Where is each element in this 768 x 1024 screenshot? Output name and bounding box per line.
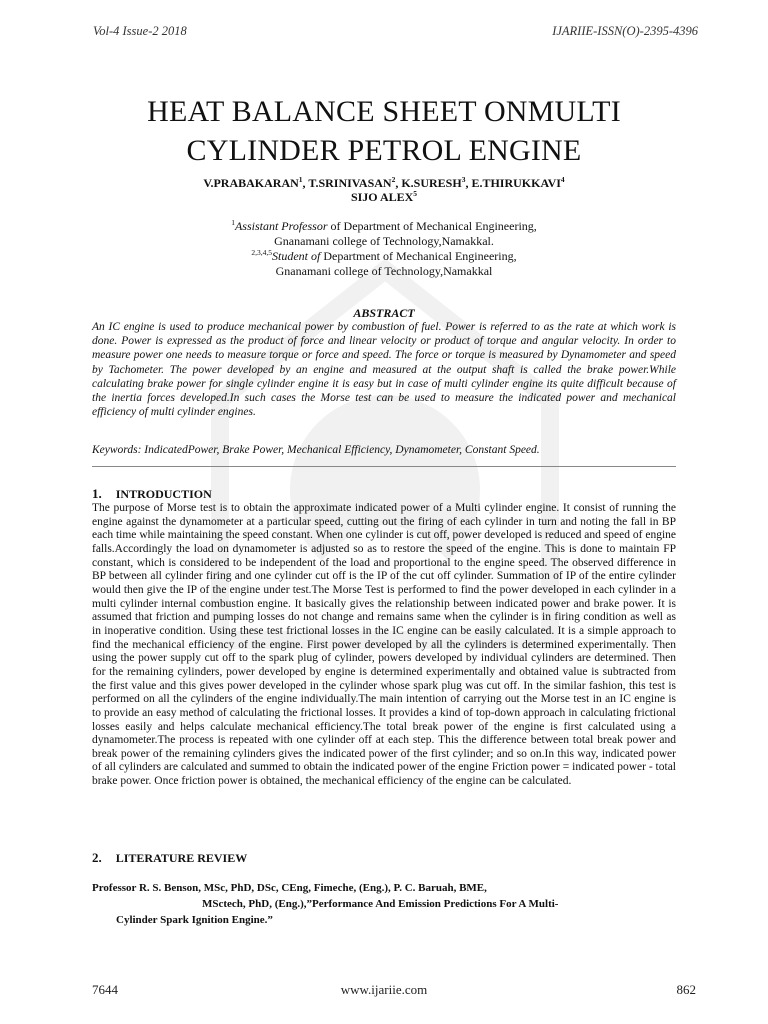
journal-issn-header: IJARIIE-ISSN(O)-2395-4396 [552, 24, 698, 38]
section-number: 1. [92, 486, 102, 501]
journal-volume-header: Vol-4 Issue-2 2018 [93, 24, 187, 38]
section-number: 2. [92, 850, 102, 865]
reference-line: Cylinder Spark Ignition Engine.” [116, 914, 273, 926]
affiliation-sup: 1 [231, 218, 235, 227]
paper-title [0, 92, 768, 170]
paper-title-line-2: CYLINDER PETROL ENGINE [186, 134, 582, 167]
author-name: E.THIRUKKAVI [471, 176, 561, 190]
author-name: V.PRABAKARAN [203, 176, 299, 190]
section-divider [92, 466, 676, 467]
author-sup: 3 [461, 175, 466, 184]
author-name: SIJO ALEX [350, 190, 414, 204]
footer-page-number: 862 [676, 982, 696, 997]
reference-line: Professor R. S. Benson, MSc, PhD, DSc, CEng, Fimeche, (Eng.), P. C. Baruah, BME, [92, 882, 487, 894]
abstract-text: An IC engine is used to produce mechanical power by combustion of fuel. Power is referred to as the rate at which work is done. Power is expressed as the product of force and linear velocity or product of torque and angular velocity. In order to measure power one needs to measure torque or force and speed. The force or torque is measured by Dynamometer and speed by Tachometer. The power developed by an engine and measured at the output shaft is called the brake power.While calculating brake power for single cylinder engine it is easy but in case of multi cylinder engine its quite difficult because of the inertia forces developed.In such cases the Morse test can be used to measure the indicated power and mechanical efficiency of multi cylinder engines. [92, 321, 676, 419]
author-list: V.PRABAKARAN$^1$, T.SRINIVASAN$^2$, K.SURESH$^3$, E.THIRUKKAVI$^4$ SIJO ALEX$^5$ [203, 175, 565, 204]
affiliation-college: Gnanamani college of Technology,Namakkal [275, 264, 493, 278]
footer-paper-id: 7644 [92, 982, 118, 997]
author-sup: 1 [298, 175, 303, 184]
reference-entry [92, 880, 682, 928]
affiliation-role: Assistant Professor [234, 219, 328, 233]
affiliation-dept: of Department of Mechanical Engineering, [327, 219, 537, 233]
abstract-heading: ABSTRACT [353, 306, 415, 320]
paper-title-line-1: HEAT BALANCE SHEET ONMULTI [147, 95, 621, 128]
footer-website: www.ijariie.com [340, 982, 428, 997]
author-sup: 5 [413, 189, 418, 198]
introduction-text: The purpose of Morse test is to obtain the approximate indicated power of a Multi cylinder engine. It consist of running the engine against the dynamometer at a particular speed, cutting out the firing of each cylinder in turn and noting the fall in BP each time while maintaining the speed constant. When one cylinder is cut off, power developed is reduced and speed of engine falls.Accordingly the load on dynamometer is adjusted so as to restore the speed of the engine. This is done to maintain FP constant, which is considered to be independent of the load and proportional to the engine speed. The observed difference in BP between all cylinder firing and one cylinder cut off is the IP of the cut off cylinder. Summation of IP of the entire cylinder would then give the IP of the engine under test.The Morse Test is performed to find the power developed in each cylinder in a multi cylinder internal combustion engine. It basically gives the relationship between indicated power and brake power. It is assumed that friction and pumping losses do not change and remains same when the cylinder is in firing condition as well as in inoperative condition. Using these test frictional losses in the IC engine can be easily calculated. It is a simple approach to find the mechanical efficiency of the engine. First power developed by all the cylinders is determined experimentally. Then using the power supply cut off to the spark plug of cylinder, powers developed by individual cylinders are determined. Then for the remaining cylinders, power developed by engine is determined experimentally and obtained value is subtracted from the first value and this gives power developed in the cylinder whose spark plug was cut off. In the similar fashion, this test is performed on all the cylinders of the engine individually.The main intention of carrying out the Morse test in an IC engine is to provide an easy method of calculating the frictional losses. It provides a kind of top-down approach in calculating frictional losses easily and helps calculate mechanical efficiency.The total break power of the engine is first calculated using a dynamometer.The process is repeated with one cylinder off at each step. This the difference between total break power and break power of the remaining cylinders gives the indicated power of the first cylinder; and so on.In this way, indicated power of all cylinders are calculated and summed to obtain the indicated power of the engine Friction power = indicated power - total brake power. Once friction power is obtained, the mechanical efficiency of the engine can be calculated. [92, 502, 676, 788]
section-title: INTRODUCTION [115, 487, 212, 501]
author-name: K.SURESH [401, 176, 462, 190]
affiliation-role: Student of [272, 249, 321, 263]
author-name: T.SRINIVASAN [308, 176, 392, 190]
section-heading-literature-review [92, 850, 247, 866]
reference-line: MSctech, PhD, (Eng.),”Performance And Emission Predictions For A Multi- [202, 898, 559, 910]
section-title: LITERATURE REVIEW [115, 851, 248, 865]
affiliation-sup: 2,3,4,5 [251, 248, 273, 257]
affiliation-dept: Department of Mechanical Engineering, [320, 249, 517, 263]
author-sup: 2 [391, 175, 396, 184]
affiliation-college: Gnanamani college of Technology,Namakkal. [274, 234, 494, 248]
author-sup: 4 [560, 175, 565, 184]
section-heading-introduction [92, 486, 212, 502]
keywords-line: Keywords: IndicatedPower, Brake Power, Mechanical Efficiency, Dynamometer, Constant Speed. [92, 444, 540, 456]
affiliations [0, 219, 768, 279]
